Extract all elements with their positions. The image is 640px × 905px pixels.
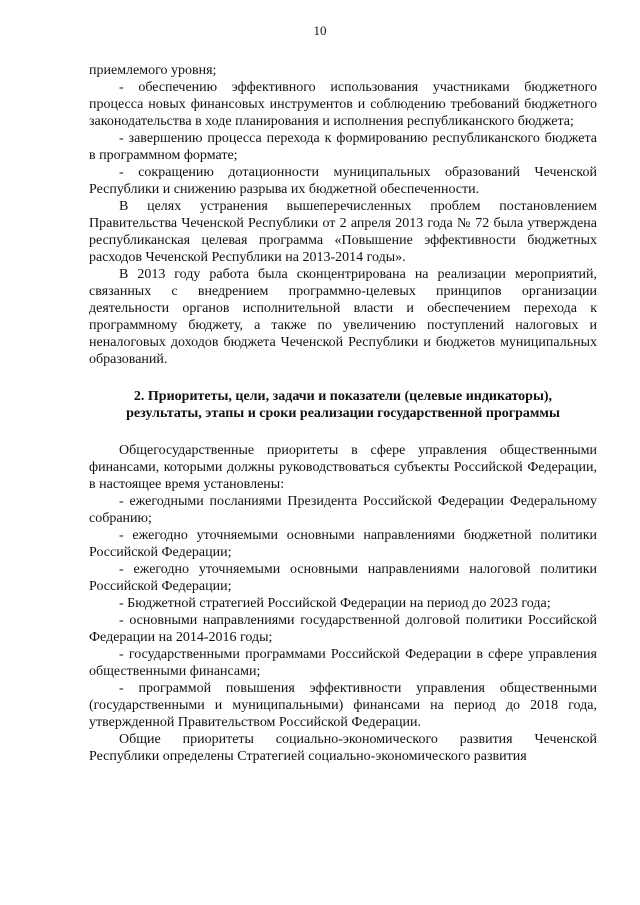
list-item: - основными направлениями государственной долговой политики Российской Федерации на 2014-2016 годы; (89, 613, 597, 645)
list-item: - сокращению дотационности муниципальных образований Чеченской Республики и снижению разрыва их бюджетной обеспеченности. (89, 165, 597, 197)
list-item: - ежегодно уточняемыми основными направлениями бюджетной политики Российской Федерации; (89, 528, 597, 560)
page-number: 10 (313, 23, 327, 38)
list-item: - завершению процесса перехода к формированию республиканского бюджета в программном формате; (89, 131, 597, 163)
paragraph: Общие приоритеты социально-экономического развития Чеченской Республики определены Стратегией социально-экономического развития (89, 732, 597, 764)
section-heading-line: результаты, этапы и сроки реализации государственной программы (126, 406, 560, 421)
paragraph: В целях устранения вышеперечисленных проблем постановлением Правительства Чеченской Республики от 2 апреля 2013 года № 72 была утверждена республиканская целевая программа «Повышение эффективности бюджетных расходов Чеченской Республики на 2013-2014 годы». (89, 199, 597, 265)
section-heading-line: 2. Приоритеты, цели, задачи и показатели (целевые индикаторы), (133, 389, 553, 404)
list-item: - государственными программами Российской Федерации в сфере управления общественными финансами; (89, 647, 597, 679)
list-item: - ежегодными посланиями Президента Российской Федерации Федеральному собранию; (89, 494, 597, 526)
list-item: - ежегодно уточняемыми основными направлениями налоговой политики Российской Федерации; (89, 562, 597, 594)
paragraph: Общегосударственные приоритеты в сфере управления общественными финансами, которыми должны руководствоваться субъекты Российской Федерации, в настоящее время установлены: (89, 443, 597, 492)
document-body (89, 62, 597, 765)
list-item: - обеспечению эффективного использования участниками бюджетного процесса новых финансовых инструментов и соблюдению требований бюджетного законодательства в ходе планирования и исполнения республиканского бюджета; (89, 80, 597, 129)
list-item: - программой повышения эффективности управления общественными (государственными и муниципальными) финансами на период до 2018 года, утвержденной Правительством Российской Федерации. (89, 681, 597, 730)
section-heading (89, 388, 597, 422)
paragraph: В 2013 году работа была сконцентрирована на реализации мероприятий, связанных с внедрением программно-целевых принципов организации деятельности органов исполнительной власти и обеспечением перехода к программному бюджету, а также по увеличению поступлений налоговых и неналоговых доходов бюджета Чеченской Республики и бюджетов муниципальных образований. (89, 267, 597, 367)
paragraph-continuation: приемлемого уровня; (89, 63, 217, 78)
list-item: - Бюджетной стратегией Российской Федерации на период до 2023 года; (119, 596, 551, 611)
